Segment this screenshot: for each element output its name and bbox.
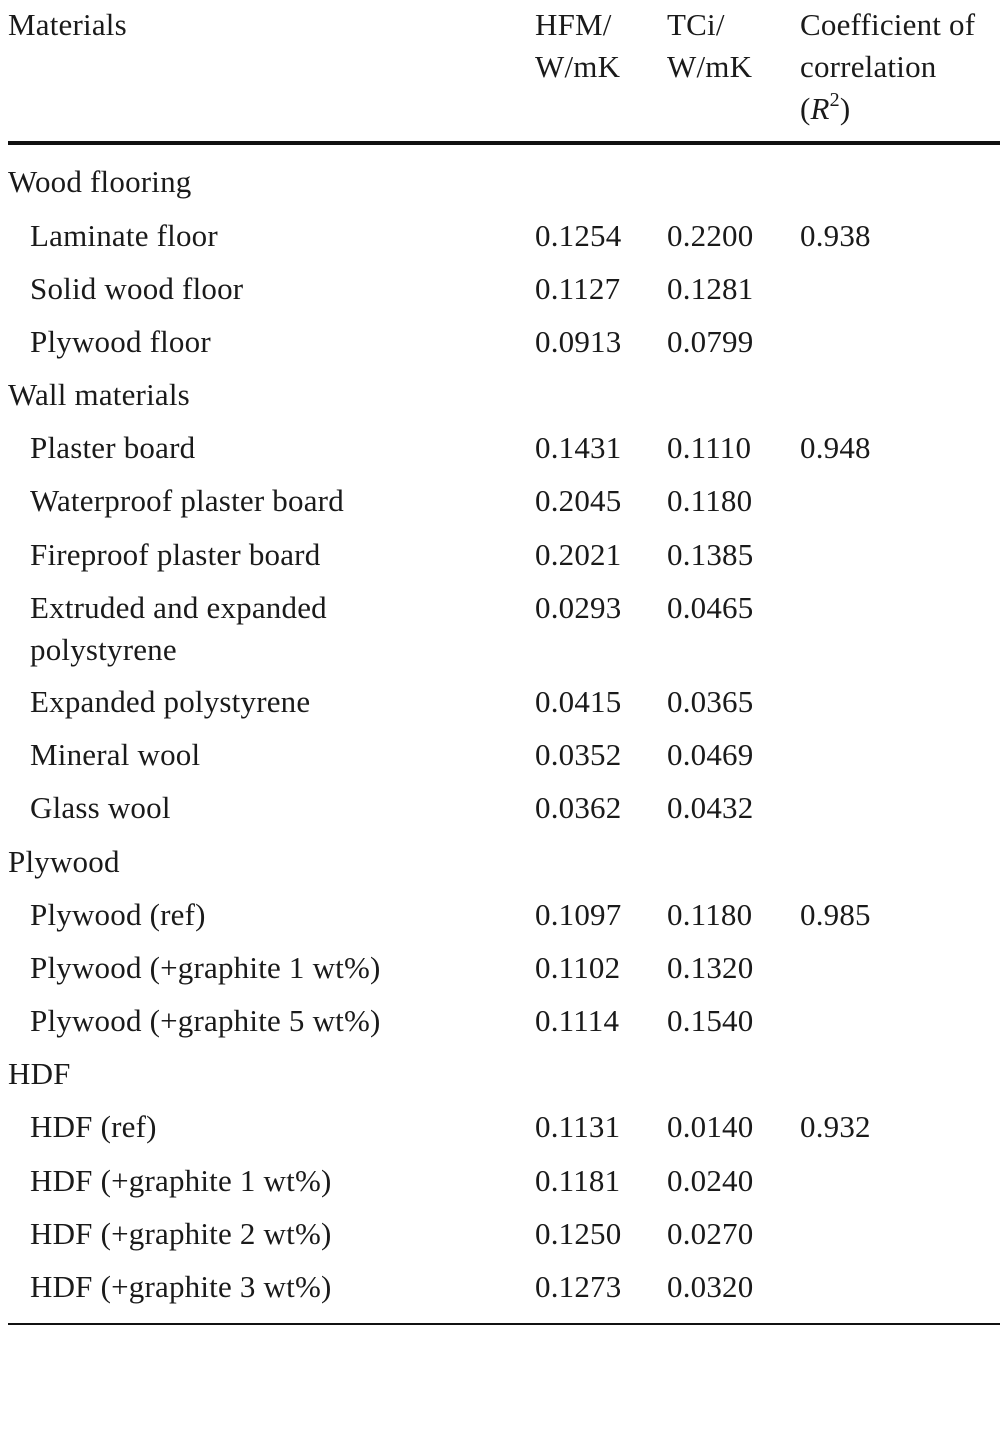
material-cell: Plywood (ref) [30,897,206,932]
hfm-cell: 0.0362 [535,790,622,825]
tci-cell: 0.0365 [667,684,754,719]
material-cell: Plywood (+graphite 1 wt%) [30,950,381,985]
tci-cell: 0.0465 [667,590,754,625]
hfm-cell: 0.0415 [535,684,622,719]
material-cell: Plaster board [30,430,196,465]
hfm-cell: 0.1127 [535,271,621,306]
header-hfm [535,4,620,88]
tci-cell: 0.1540 [667,1003,754,1038]
header-r2-symbol: R [810,91,830,126]
group-label: Plywood [8,844,120,879]
header-hfm-line2: W/mK [535,49,621,84]
hfm-cell: 0.1114 [535,1003,620,1038]
header-tci-line1: TCi/ [667,7,725,42]
material-cell: Plywood floor [30,324,211,359]
hfm-cell: 0.1431 [535,430,622,465]
material-cell: HDF (+graphite 3 wt%) [30,1269,332,1304]
header-r2-line3 [800,88,975,130]
hfm-cell: 0.0352 [535,737,622,772]
material-cell: HDF (ref) [30,1109,157,1144]
r2-cell: 0.938 [800,218,871,253]
tci-cell: 0.1180 [667,483,753,518]
header-r2-open: ( [800,91,811,126]
hfm-cell: 0.1273 [535,1269,622,1304]
material-cell [30,587,327,671]
tci-cell: 0.0270 [667,1216,754,1251]
tci-cell: 0.0140 [667,1109,754,1144]
hfm-cell: 0.0293 [535,590,622,625]
group-label: Wood flooring [8,164,192,199]
tci-cell: 0.1281 [667,271,754,306]
material-cell: Waterproof plaster board [30,483,344,518]
header-r2-exp: 2 [829,88,840,111]
r2-cell: 0.948 [800,430,871,465]
material-cell: Plywood (+graphite 5 wt%) [30,1003,381,1038]
header-materials [8,4,127,46]
tci-cell: 0.1320 [667,950,754,985]
r2-cell: 0.932 [800,1109,871,1144]
tci-cell: 0.0432 [667,790,754,825]
hfm-cell: 0.1181 [535,1163,621,1198]
hfm-cell: 0.1254 [535,218,622,253]
header-hfm-line1: HFM/ [535,7,612,42]
header-r2-line1: Coefficient of [800,7,976,42]
r2-cell: 0.985 [800,897,871,932]
material-line2: polystyrene [30,632,177,667]
header-rule [8,141,1000,145]
hfm-cell: 0.1102 [535,950,621,985]
header-tci [667,4,752,88]
material-cell: HDF (+graphite 2 wt%) [30,1216,332,1251]
material-cell: Solid wood floor [30,271,244,306]
hfm-cell: 0.1250 [535,1216,622,1251]
hfm-cell: 0.2021 [535,537,622,572]
material-cell: Glass wool [30,790,171,825]
header-materials-label: Materials [8,7,127,42]
header-r2-close: ) [839,91,851,126]
tci-cell: 0.0240 [667,1163,754,1198]
header-r2-line2: correlation [800,49,937,84]
header-tci-line2: W/mK [667,49,753,84]
tci-cell: 0.1385 [667,537,754,572]
hfm-cell: 0.1131 [535,1109,621,1144]
material-cell: Laminate floor [30,218,218,253]
tci-cell: 0.0469 [667,737,754,772]
material-line1: Extruded and expanded [30,590,327,625]
tci-cell: 0.1110 [667,430,752,465]
material-cell: Fireproof plaster board [30,537,321,572]
tci-cell: 0.1180 [667,897,753,932]
tci-cell: 0.0799 [667,324,754,359]
material-cell: HDF (+graphite 1 wt%) [30,1163,332,1198]
hfm-cell: 0.1097 [535,897,622,932]
footer-rule [8,1323,1000,1325]
material-cell: Expanded polystyrene [30,684,311,719]
material-cell: Mineral wool [30,737,201,772]
tci-cell: 0.0320 [667,1269,754,1304]
tci-cell: 0.2200 [667,218,754,253]
header-r2 [800,4,975,130]
group-label: HDF [8,1056,71,1091]
hfm-cell: 0.0913 [535,324,622,359]
hfm-cell: 0.2045 [535,483,622,518]
group-label: Wall materials [8,377,190,412]
